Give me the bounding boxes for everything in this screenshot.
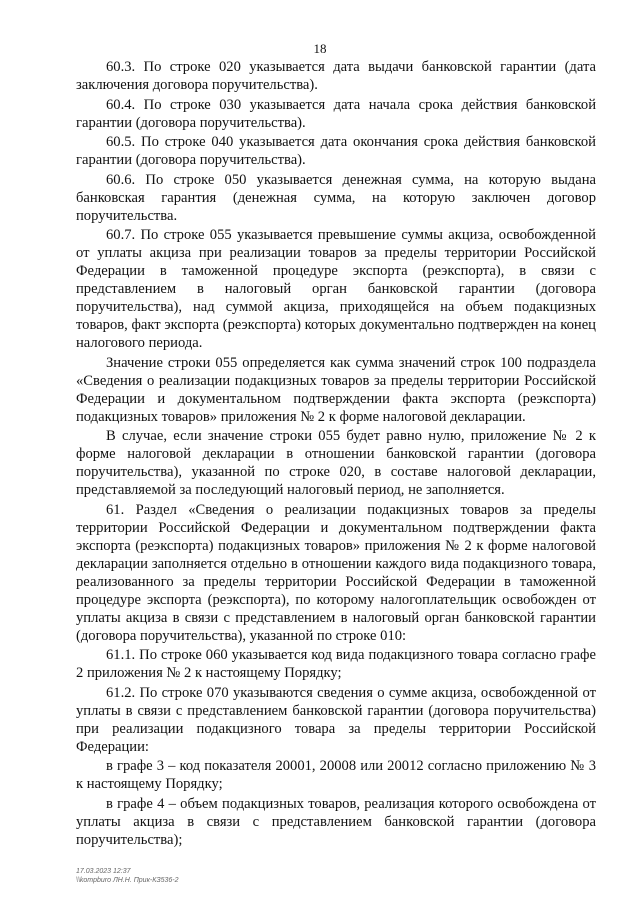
paragraph-60-3: 60.3. По строке 020 указывается дата выдачи банковской гарантии (дата заключения договора поручительства). (76, 59, 596, 93)
paragraph-60-4: 60.4. По строке 030 указывается дата начала срока действия банковской гарантии (договора поручительства). (76, 96, 596, 131)
paragraph-60-5: 60.5. По строке 040 указывается дата окончания срока действия банковской гарантии (договора поручительства). (76, 134, 596, 168)
footer-timestamp: 17.03.2023 12:37 (76, 868, 131, 875)
footer-file-path: \\kompburo ЛН.Н. Прик-КЗ536-2 (76, 877, 179, 884)
paragraph-61-2: 61.2. По строке 070 указываются сведения о сумме акциза, освобожденной от уплаты в связи с представлением банковской гарантии (договора поручительства) при реализации подакцизного товара за пределы территории Российской Федерации: (76, 684, 596, 755)
paragraph-line-055-zero: В случае, если значение строки 055 будет равно нулю, приложение № 2 к форме налоговой декларации в отношении банковской гарантии (договора поручительства), указанной по строке 020, в составе налоговой декларации, представляемой за последующий налоговый период, не заполняется. (76, 428, 596, 498)
page-number: 18 (313, 41, 327, 56)
paragraph-column-4: в графе 4 – объем подакцизных товаров, реализация которого освобождена от уплаты акциза в связи с представлением банковской гарантии (договора поручительства); (76, 795, 596, 848)
paragraph-60-6: 60.6. По строке 050 указывается денежная сумма, на которую выдана банковская гарантия (денежная сумма, на которую заключен договор поручительства. (76, 171, 596, 224)
document-body (76, 58, 596, 850)
paragraph-61: 61. Раздел «Сведения о реализации подакцизных товаров за пределы территории Российской Федерации и документальном подтверждении факта экспорта (реэкспорта) подакцизных товаров» приложения № 2 к форме налоговой декларации заполняется отдельно в отношении каждого вида подакцизного товара, реализованного за пределы территории Российской Федерации в таможенной процедуре экспорта (реэкспорта), по которому налогоплательщик освобожден от уплаты акциза в связи с представлением в налоговый орган банковской гарантии (договора поручительства), указанной по строке 010: (76, 501, 596, 644)
paragraph-60-7: 60.7. По строке 055 указывается превышение суммы акциза, освобожденной от уплаты акциза при реализации товаров за пределы территории Российской Федерации в таможенной процедуре экспорта (реэкспорта), в связи с представлением в налоговый орган банковской гарантии (договора поручительства), над суммой акциза, приходящейся на объем подакцизных товаров, факт экспорта (реэкспорта) которых документально подтвержден на конец налогового периода. (76, 227, 596, 351)
paragraph-line-055-value: Значение строки 055 определяется как сумма значений строк 100 подраздела «Сведения о реализации подакцизных товаров за пределы территории Российской Федерации и документальном подтверждении факта экспорта (реэкспорта) подакцизных товаров» приложения № 2 к форме налоговой декларации. (76, 354, 596, 425)
document-footer (76, 867, 179, 885)
paragraph-61-1: 61.1. По строке 060 указывается код вида подакцизного товара согласно графе 2 приложения № 2 к настоящему Порядку; (76, 647, 596, 681)
paragraph-column-3: в графе 3 – код показателя 20001, 20008 или 20012 согласно приложению № 3 к настоящему Порядку; (76, 758, 596, 792)
